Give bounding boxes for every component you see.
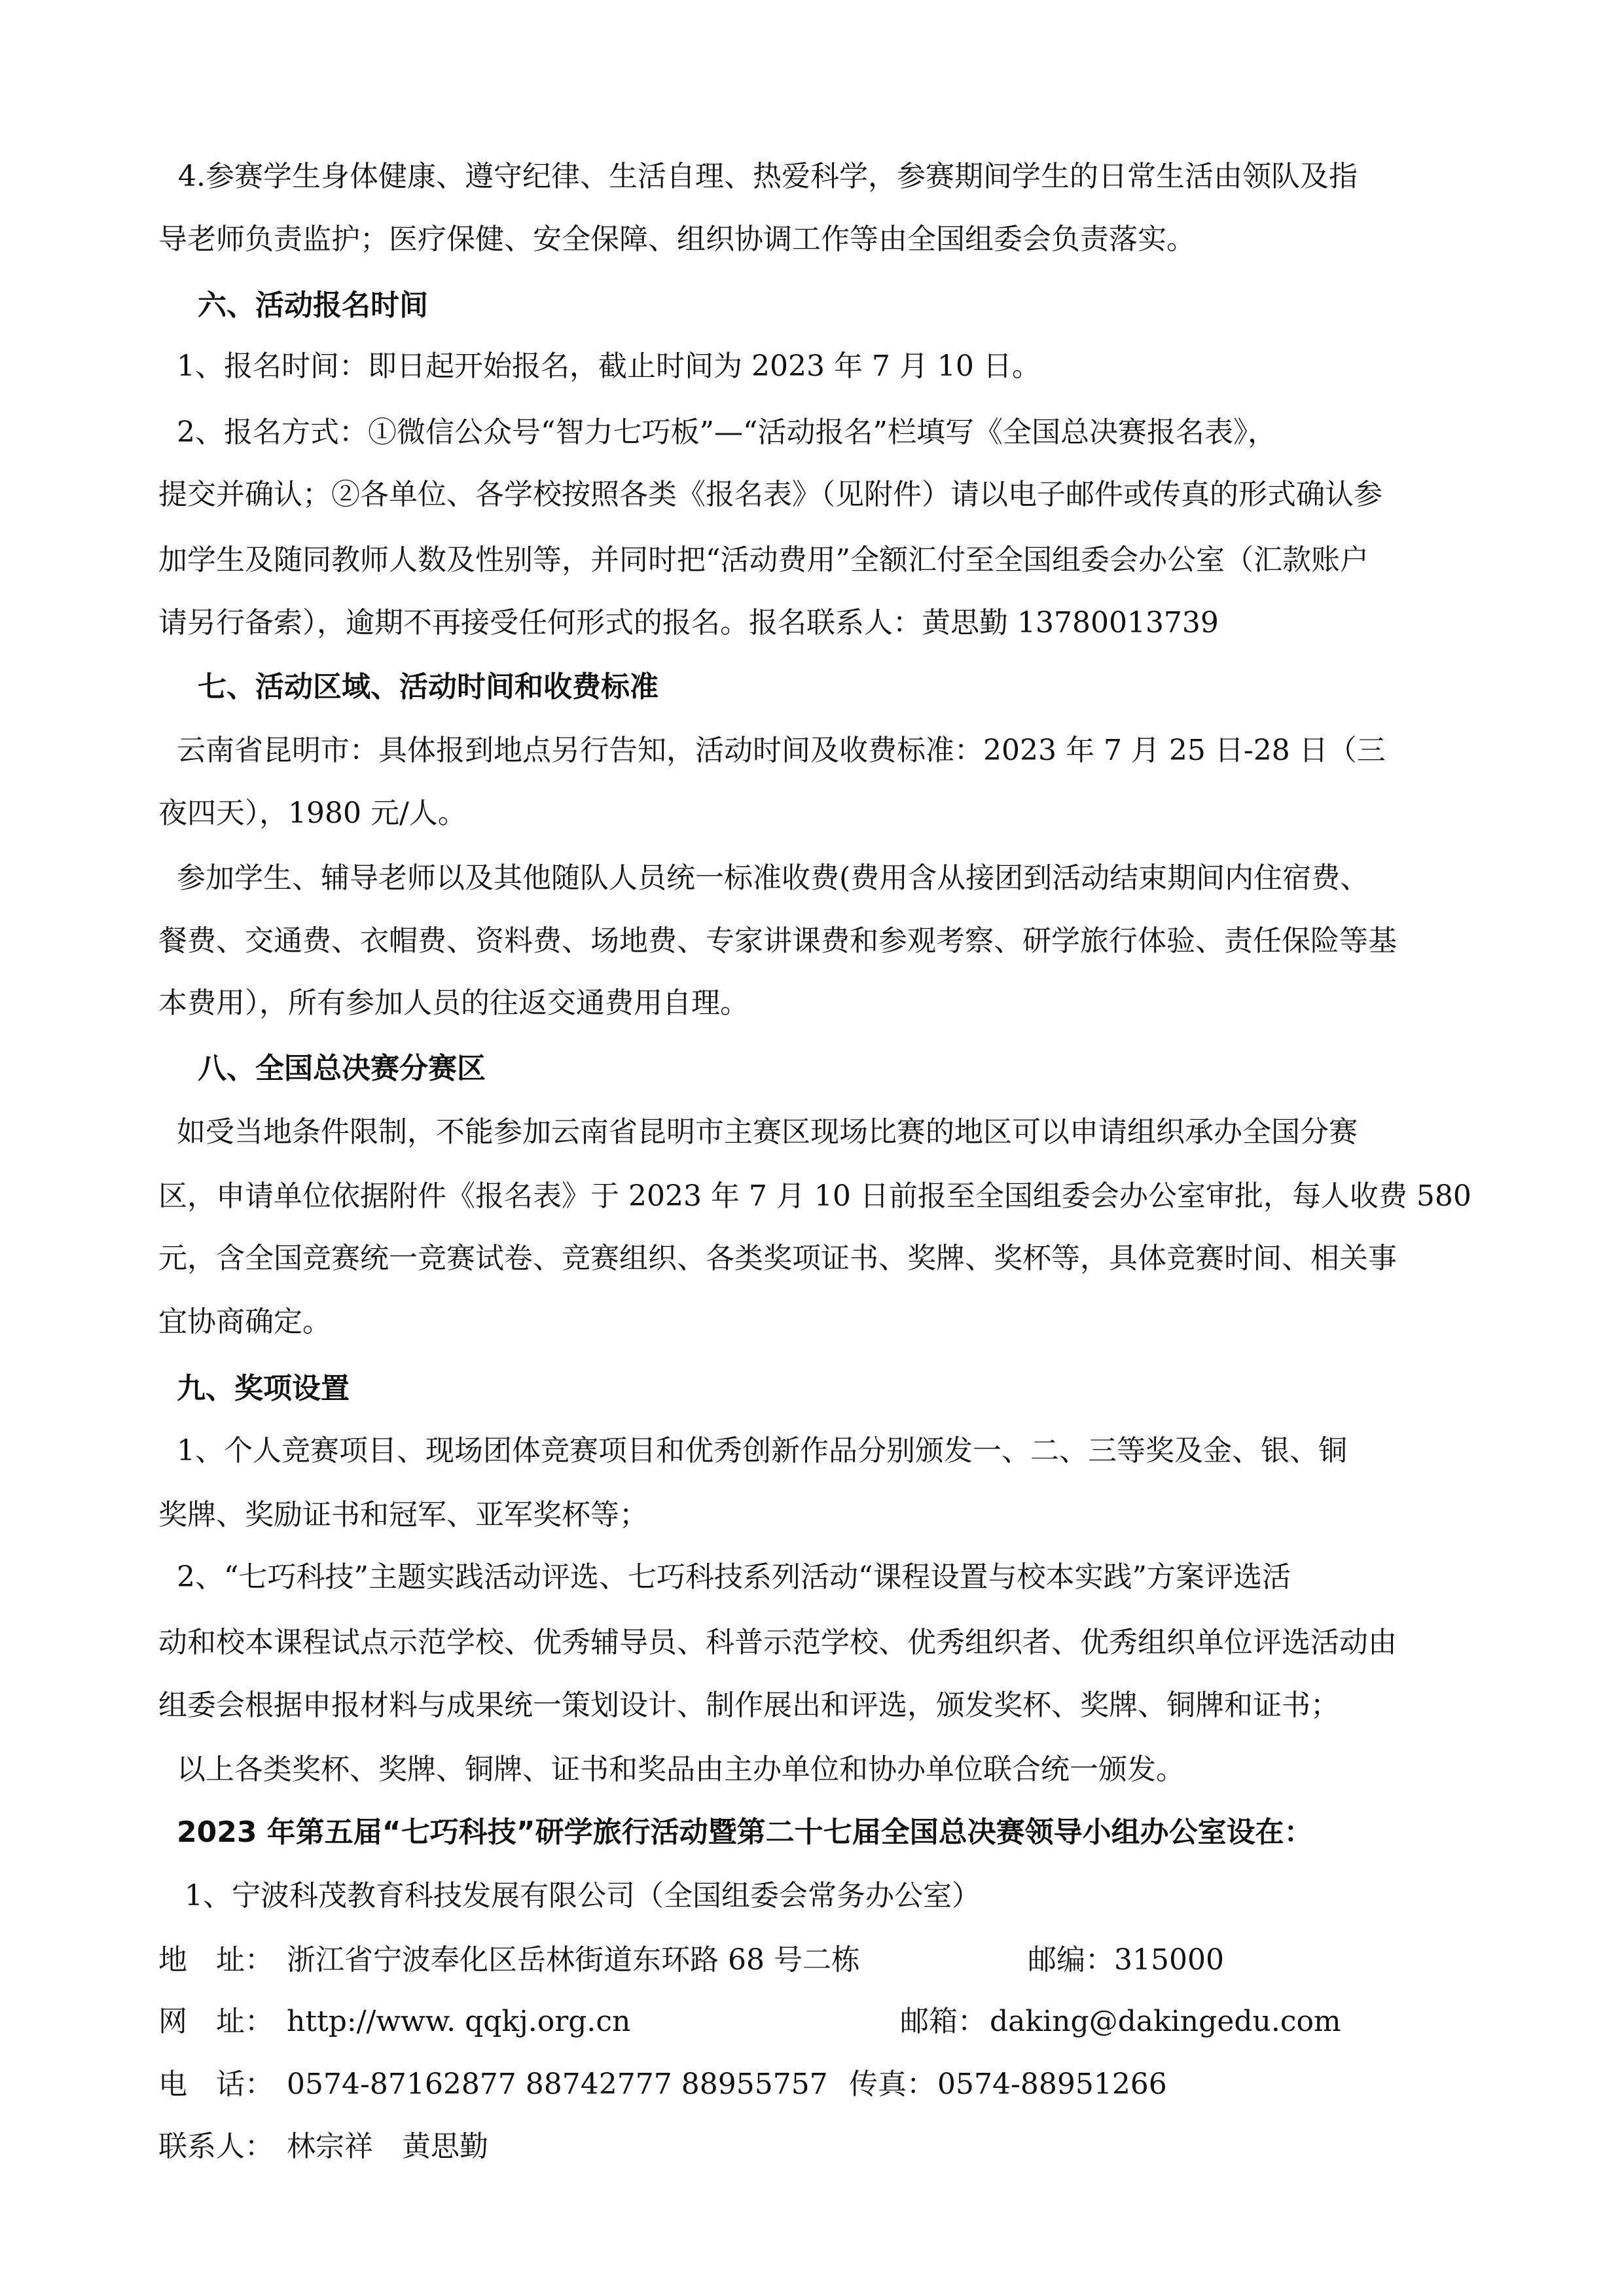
fax-value: 0574-88951266: [937, 2068, 1167, 2101]
body-text-line: 1、个人竞赛项目、现场团体竞赛项目和优秀创新作品分别颁发一、二、三等奖及金、银、铜: [177, 1434, 1347, 1467]
organization-name: 1、宁波科茂教育科技发展有限公司（全国组委会常务办公室）: [185, 1879, 981, 1912]
body-text-line: 组委会根据申报材料与成果统一策划设计、制作展出和评选，颁发奖杯、奖牌、铜牌和证书；: [158, 1689, 1339, 1722]
address-row: [158, 1941, 1468, 1980]
body-text-line: 提交并确认；②各单位、各学校按照各类《报名表》（见附件）请以电子邮件或传真的形式确认参: [158, 478, 1382, 511]
body-text-line: 2、报名方式：①微信公众号“智力七巧板”—“活动报名”栏填写《全国总决赛报名表》，: [177, 416, 1276, 449]
section-heading-6: 六、活动报名时间: [198, 289, 428, 322]
email-label: 邮箱：: [900, 2005, 986, 2038]
body-text-line: 动和校本课程试点示范学校、优秀辅导员、科普示范学校、优秀组织者、优秀组织单位评选活动由: [158, 1626, 1397, 1659]
body-text-line: 元，含全国竞赛统一竞赛试卷、竞赛组织、各类奖项证书、奖牌、奖杯等，具体竞赛时间、相关事: [158, 1242, 1397, 1275]
body-text-line: 2、“七巧科技”主题实践活动评选、七巧科技系列活动“课程设置与校本实践”方案评选活: [177, 1560, 1291, 1594]
body-text-line: 奖牌、奖励证书和冠军、亚军奖杯等；: [158, 1498, 648, 1532]
address-label: 地 址：: [158, 1943, 274, 1977]
fax-label: 传真：: [849, 2068, 935, 2101]
postcode-label: 邮编：: [1028, 1943, 1114, 1977]
body-text-line: 加学生及随同教师人数及性别等，并同时把“活动费用”全额汇付至全国组委会办公室（汇款账户: [158, 543, 1369, 577]
phone-row: [158, 2065, 1468, 2104]
phone-label: 电 话：: [158, 2068, 274, 2101]
body-text-line: 如受当地条件限制，不能参加云南省昆明市主赛区现场比赛的地区可以申请组织承办全国分赛: [177, 1115, 1358, 1149]
body-text-line: 1、报名时间：即日起开始报名，截止时间为 2023 年 7 月 10 日。: [177, 350, 1041, 383]
body-text-line: 宜协商确定。: [158, 1305, 331, 1338]
body-text-line: 云南省昆明市：具体报到地点另行告知，活动时间及收费标准：2023 年 7 月 25 日-28 日（三: [177, 734, 1386, 767]
body-text-line: 餐费、交通费、衣帽费、资料费、场地费、专家讲课费和参观考察、研学旅行体验、责任保险等基: [158, 924, 1397, 958]
body-text-line: 请另行备索），逾期不再接受任何形式的报名。报名联系人：黄思勤 13780013739: [158, 606, 1219, 639]
website-label: 网 址：: [158, 2005, 274, 2038]
body-text-line: 4.参赛学生身体健康、遵守纪律、生活自理、热爱科学，参赛期间学生的日常生活由领队及指: [178, 160, 1358, 193]
body-text-line: 本费用），所有参加人员的往返交通费用自理。: [158, 986, 749, 1020]
office-heading: 2023 年第五届“七巧科技”研学旅行活动暨第二十七届全国总决赛领导小组办公室设在：: [177, 1816, 1313, 1849]
section-heading-8: 八、全国总决赛分赛区: [198, 1052, 486, 1085]
contact-people-label: 联系人：: [158, 2130, 274, 2163]
section-heading-7: 七、活动区域、活动时间和收费标准: [198, 670, 659, 704]
website-link[interactable]: http://www. qqkj.org.cn: [287, 2005, 631, 2038]
website-row: [158, 2002, 1468, 2041]
email-link[interactable]: daking@dakingedu.com: [990, 2005, 1341, 2038]
postcode-value: 315000: [1114, 1943, 1224, 1977]
contact-people-row: [158, 2127, 1468, 2166]
address-value: 浙江省宁波奉化区岳林街道东环路 68 号二栋: [287, 1943, 860, 1977]
body-text-line: 区，申请单位依据附件《报名表》于 2023 年 7 月 10 日前报至全国组委会办公室审批，每人收费 580: [158, 1179, 1471, 1213]
section-heading-9: 九、奖项设置: [177, 1372, 350, 1405]
body-text-line: 夜四天），1980 元/人。: [158, 797, 467, 830]
phone-value: 0574-87162877 88742777 88955757: [287, 2068, 828, 2101]
body-text-line: 导老师负责监护；医疗保健、安全保障、组织协调工作等由全国组委会负责落实。: [158, 223, 1195, 256]
body-text-line: 以上各类奖杯、奖牌、铜牌、证书和奖品由主办单位和协办单位联合统一颁发。: [177, 1753, 1185, 1786]
body-text-line: 参加学生、辅导老师以及其他随队人员统一标准收费(费用含从接团到活动结束期间内住宿费、: [177, 861, 1369, 895]
contact-people-value: 林宗祥 黄思勤: [287, 2130, 488, 2163]
